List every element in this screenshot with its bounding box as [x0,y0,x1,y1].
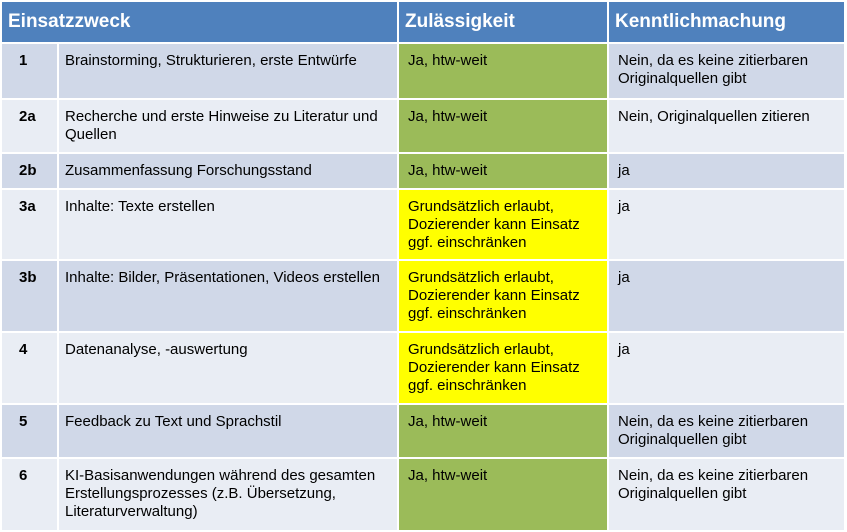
table-row [1,189,845,260]
row-labeling: Nein, da es keine zitierbaren Originalquellen gibt [608,43,845,99]
row-purpose: Feedback zu Text und Sprachstil [58,404,398,458]
row-admissibility: Ja, htw-weit [398,404,608,458]
row-labeling: ja [608,153,845,189]
header-zulaessigkeit: Zulässigkeit [398,1,608,43]
row-admissibility: Ja, htw-weit [398,43,608,99]
row-purpose: Recherche und erste Hinweise zu Literatur und Quellen [58,99,398,153]
table-row [1,332,845,404]
table-row [1,99,845,153]
row-id: 4 [1,332,58,404]
row-admissibility: Ja, htw-weit [398,153,608,189]
row-purpose: Zusammenfassung Forschungsstand [58,153,398,189]
table-row [1,153,845,189]
row-purpose: KI-Basisanwendungen während des gesamten Erstellungsprozesses (z.B. Übersetzung, Literaturverwaltung) [58,458,398,531]
table-row [1,260,845,332]
row-id: 3b [1,260,58,332]
row-id: 3a [1,189,58,260]
table-header-row [1,1,845,43]
header-kenntlichmachung: Kenntlichmachung [608,1,845,43]
row-id: 5 [1,404,58,458]
row-id: 2b [1,153,58,189]
header-einsatzzweck: Einsatzzweck [1,1,398,43]
row-admissibility: Ja, htw-weit [398,458,608,531]
table-row [1,404,845,458]
row-id: 6 [1,458,58,531]
row-labeling: ja [608,189,845,260]
row-purpose: Brainstorming, Strukturieren, erste Entwürfe [58,43,398,99]
row-labeling: ja [608,332,845,404]
row-purpose: Datenanalyse, -auswertung [58,332,398,404]
row-labeling: Nein, da es keine zitierbaren Originalquellen gibt [608,404,845,458]
table-row [1,458,845,531]
row-id: 1 [1,43,58,99]
row-labeling: Nein, da es keine zitierbaren Originalquellen gibt [608,458,845,531]
row-purpose: Inhalte: Texte erstellen [58,189,398,260]
row-labeling: Nein, Originalquellen zitieren [608,99,845,153]
row-admissibility: Ja, htw-weit [398,99,608,153]
table-row [1,43,845,99]
row-purpose: Inhalte: Bilder, Präsentationen, Videos erstellen [58,260,398,332]
row-admissibility: Grundsätzlich erlaubt, Dozierender kann Einsatz ggf. einschränken [398,189,608,260]
row-admissibility: Grundsätzlich erlaubt, Dozierender kann Einsatz ggf. einschränken [398,260,608,332]
row-id: 2a [1,99,58,153]
row-labeling: ja [608,260,845,332]
row-admissibility: Grundsätzlich erlaubt, Dozierender kann Einsatz ggf. einschränken [398,332,608,404]
